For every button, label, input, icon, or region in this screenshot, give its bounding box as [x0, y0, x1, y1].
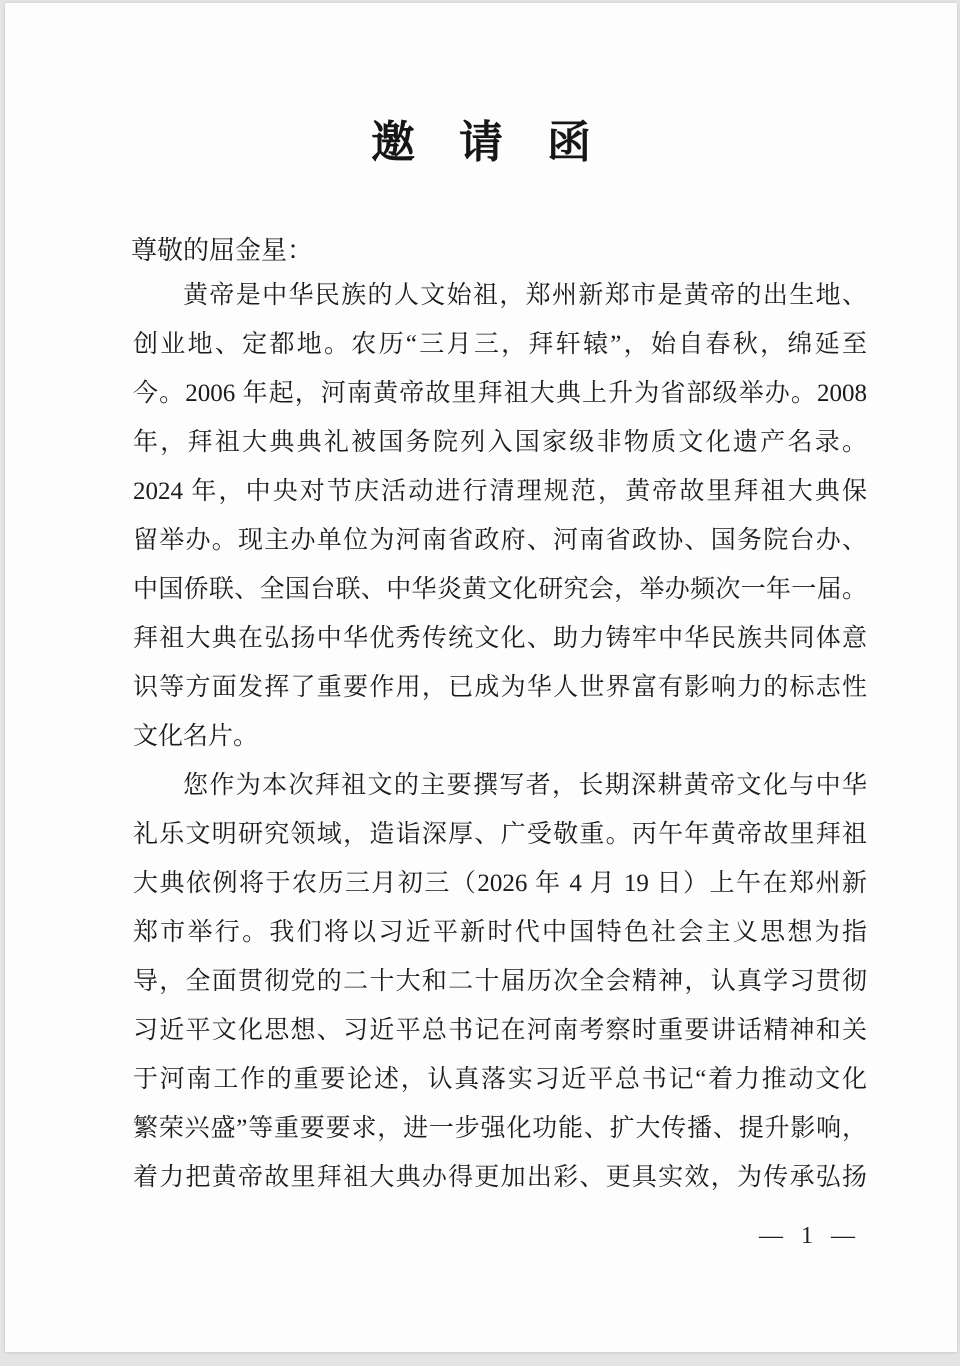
body-line: 识等方面发挥了重要作用，已成为华人世界富有影响力的标志性 [133, 674, 867, 701]
body-line: 郑市举行。我们将以习近平新时代中国特色社会主义思想为指 [133, 919, 867, 946]
document-title: 邀 请 函 [371, 118, 591, 167]
body-line: 着力把黄帝故里拜祖大典办得更加出彩、更具实效，为传承弘扬 [133, 1164, 867, 1191]
body-line: 大典依例将于农历三月初三（2026 年 4 月 19 日）上午在郑州新 [133, 870, 867, 897]
body-line: 留举办。现主办单位为河南省政府、河南省政协、国务院台办、 [133, 527, 867, 554]
document-page [5, 3, 957, 1352]
body-line: 今。2006 年起，河南黄帝故里拜祖大典上升为省部级举办。2008 [133, 380, 867, 407]
body-line: 创业地、定都地。农历“三月三，拜轩辕”，始自春秋，绵延至 [133, 331, 867, 358]
document-body [133, 271, 867, 1202]
body-line: 黄帝是中华民族的人文始祖，郑州新郑市是黄帝的出生地、 [183, 282, 867, 309]
body-line: 拜祖大典在弘扬中华优秀传统文化、助力铸牢中华民族共同体意 [133, 625, 867, 652]
body-line: 繁荣兴盛”等重要要求，进一步强化功能、扩大传播、提升影响， [133, 1115, 867, 1142]
body-line: 导，全面贯彻党的二十大和二十届历次全会精神，认真学习贯彻 [133, 968, 867, 995]
body-line: 习近平文化思想、习近平总书记在河南考察时重要讲话精神和关 [133, 1017, 867, 1044]
body-line: 文化名片。 [133, 723, 259, 750]
body-line: 您作为本次拜祖文的主要撰写者，长期深耕黄帝文化与中华 [183, 772, 867, 799]
salutation: 尊敬的屈金星： [131, 236, 314, 265]
body-line: 2024 年，中央对节庆活动进行清理规范，黄帝故里拜祖大典保 [133, 478, 867, 505]
body-line: 礼乐文明研究领域，造诣深厚、广受敬重。丙午年黄帝故里拜祖 [133, 821, 867, 848]
body-line: 于河南工作的重要论述，认真落实习近平总书记“着力推动文化 [133, 1066, 867, 1093]
body-line: 中国侨联、全国台联、中华炎黄文化研究会，举办频次一年一届。 [133, 576, 867, 603]
page-number: — 1 — [759, 1223, 861, 1249]
body-line: 年，拜祖大典典礼被国务院列入国家级非物质文化遗产名录。 [133, 429, 867, 456]
